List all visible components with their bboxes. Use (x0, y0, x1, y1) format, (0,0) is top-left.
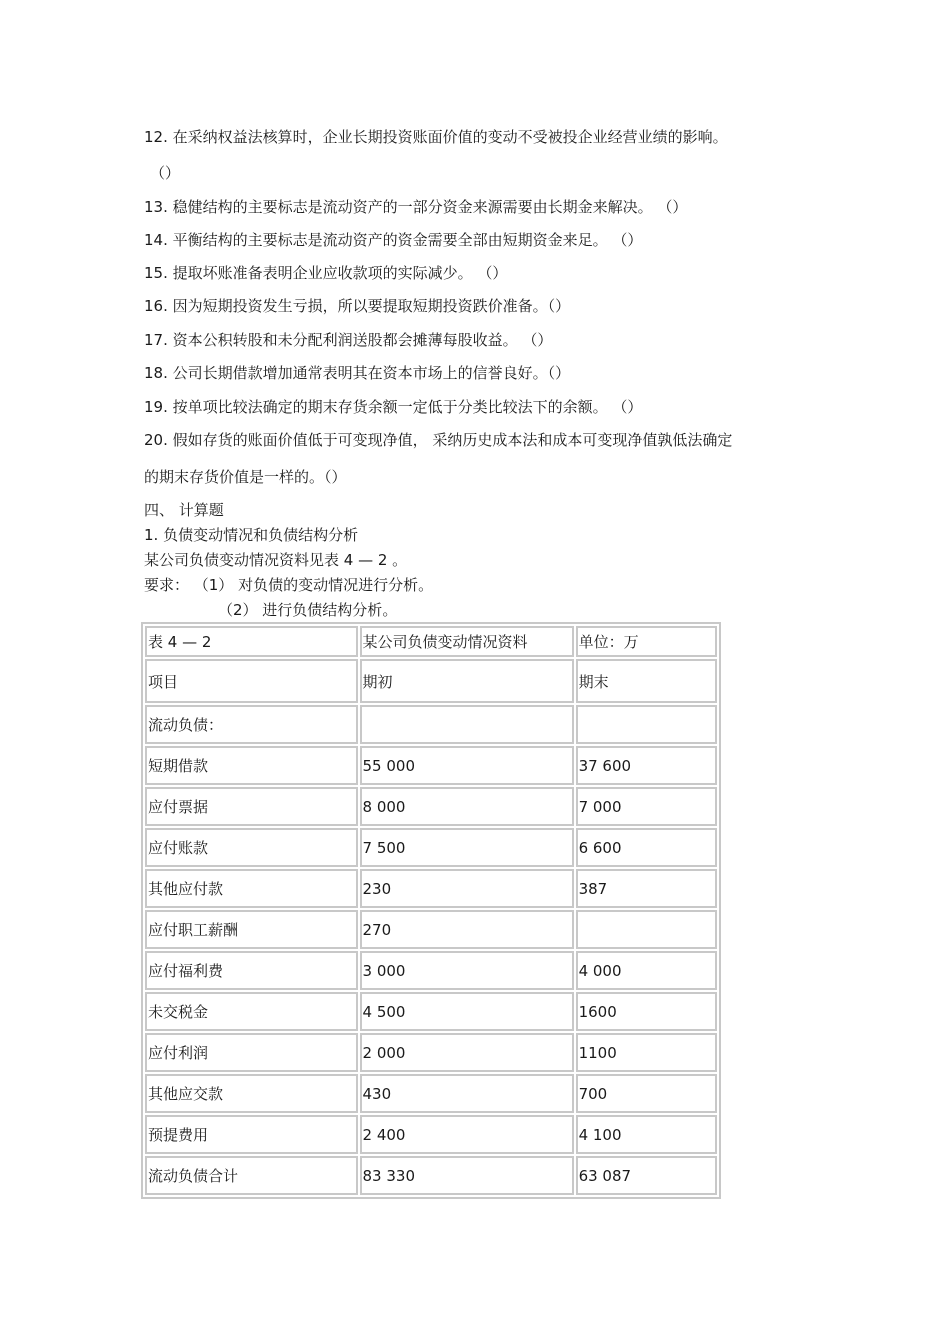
section-heading: 四、 计算题 (144, 501, 224, 519)
question-19: 19. 按单项比较法确定的期末存货余额一定低于分类比较法下的余额。 （） (144, 398, 643, 416)
table-row (145, 1074, 717, 1113)
table-row-label: 未交税金 (145, 992, 358, 1031)
table-row-label: 流动负债： (145, 705, 358, 744)
question-20-continued: 的期末存货价值是一样的。（） (144, 468, 347, 486)
table-caption-row (145, 626, 717, 657)
question-18: 18. 公司长期借款增加通常表明其在资本市场上的信誉良好。（） (144, 364, 571, 382)
table-cell-opening: 7 500 (360, 828, 574, 867)
question-17: 17. 资本公积转股和未分配利润送股都会摊薄每股收益。 （） (144, 331, 553, 349)
table-cell-opening: 3 000 (360, 951, 574, 990)
table-row (145, 746, 717, 785)
table-cell-closing: 63 087 (576, 1156, 717, 1195)
table-row-label: 应付利润 (145, 1033, 358, 1072)
table-row (145, 910, 717, 949)
table-cell-opening: 2 000 (360, 1033, 574, 1072)
table-cell-closing: 700 (576, 1074, 717, 1113)
table-cell-closing: 4 100 (576, 1115, 717, 1154)
table-row-label: 应付票据 (145, 787, 358, 826)
table-header-cell: 期末 (576, 659, 717, 703)
question-20: 20. 假如存货的账面价值低于可变现净值， 采纳历史成本法和成本可变现净值孰低法确定 (144, 431, 733, 449)
table-row (145, 705, 717, 744)
table-cell-opening: 55 000 (360, 746, 574, 785)
problem-title: 1. 负债变动情况和负债结构分析 (144, 526, 359, 544)
liability-table (141, 622, 721, 1199)
table-cell-opening: 8 000 (360, 787, 574, 826)
table-row-label: 其他应交款 (145, 1074, 358, 1113)
table-cell-closing: 1100 (576, 1033, 717, 1072)
table-cell-closing (576, 910, 717, 949)
table-row (145, 1156, 717, 1195)
question-16: 16. 因为短期投资发生亏损，所以要提取短期投资跌价准备。（） (144, 297, 571, 315)
table-cell-closing: 1600 (576, 992, 717, 1031)
table-row-label: 应付福利费 (145, 951, 358, 990)
table-row-label: 其他应付款 (145, 869, 358, 908)
table-row (145, 1115, 717, 1154)
table-row (145, 951, 717, 990)
table-cell-closing: 6 600 (576, 828, 717, 867)
table-row-label: 预提费用 (145, 1115, 358, 1154)
table-cell-opening: 430 (360, 1074, 574, 1113)
table-row (145, 828, 717, 867)
table-cell-closing: 7 000 (576, 787, 717, 826)
table-cell-closing: 37 600 (576, 746, 717, 785)
table-cell-opening: 83 330 (360, 1156, 574, 1195)
table-cell-opening (360, 705, 574, 744)
table-row-label: 应付职工薪酬 (145, 910, 358, 949)
table-caption-cell: 某公司负债变动情况资料 (360, 626, 574, 657)
table-row (145, 1033, 717, 1072)
table-cell-opening: 4 500 (360, 992, 574, 1031)
table-cell-opening: 230 (360, 869, 574, 908)
table-cell-closing: 387 (576, 869, 717, 908)
table-row (145, 787, 717, 826)
question-12-continued: （） (150, 164, 181, 182)
question-12: 12. 在采纳权益法核算时，企业长期投资账面价值的变动不受被投企业经营业绩的影响。 (144, 128, 728, 146)
requirement-2: （2） 进行负债结构分析。 (218, 601, 398, 619)
question-14: 14. 平衡结构的主要标志是流动资产的资金需要全部由短期资金来足。 （） (144, 231, 643, 249)
table-row-label: 流动负债合计 (145, 1156, 358, 1195)
table-caption-cell: 表 4 — 2 (145, 626, 358, 657)
table-cell-opening: 2 400 (360, 1115, 574, 1154)
problem-intro: 某公司负债变动情况资料见表 4 — 2 。 (144, 551, 408, 569)
question-15: 15. 提取坏账准备表明企业应收款项的实际减少。 （） (144, 264, 508, 282)
question-13: 13. 稳健结构的主要标志是流动资产的一部分资金来源需要由长期金来解决。 （） (144, 198, 688, 216)
table-row (145, 869, 717, 908)
table-cell-closing (576, 705, 717, 744)
table-row-label: 应付账款 (145, 828, 358, 867)
requirement-1: 要求： （1） 对负债的变动情况进行分析。 (144, 576, 434, 594)
table-cell-closing: 4 000 (576, 951, 717, 990)
table-row-label: 短期借款 (145, 746, 358, 785)
table-row (145, 992, 717, 1031)
liability-table-body (145, 626, 717, 1195)
table-header-cell: 项目 (145, 659, 358, 703)
table-header-cell: 期初 (360, 659, 574, 703)
table-cell-opening: 270 (360, 910, 574, 949)
table-caption-cell: 单位：万 (576, 626, 717, 657)
table-header-row (145, 659, 717, 703)
